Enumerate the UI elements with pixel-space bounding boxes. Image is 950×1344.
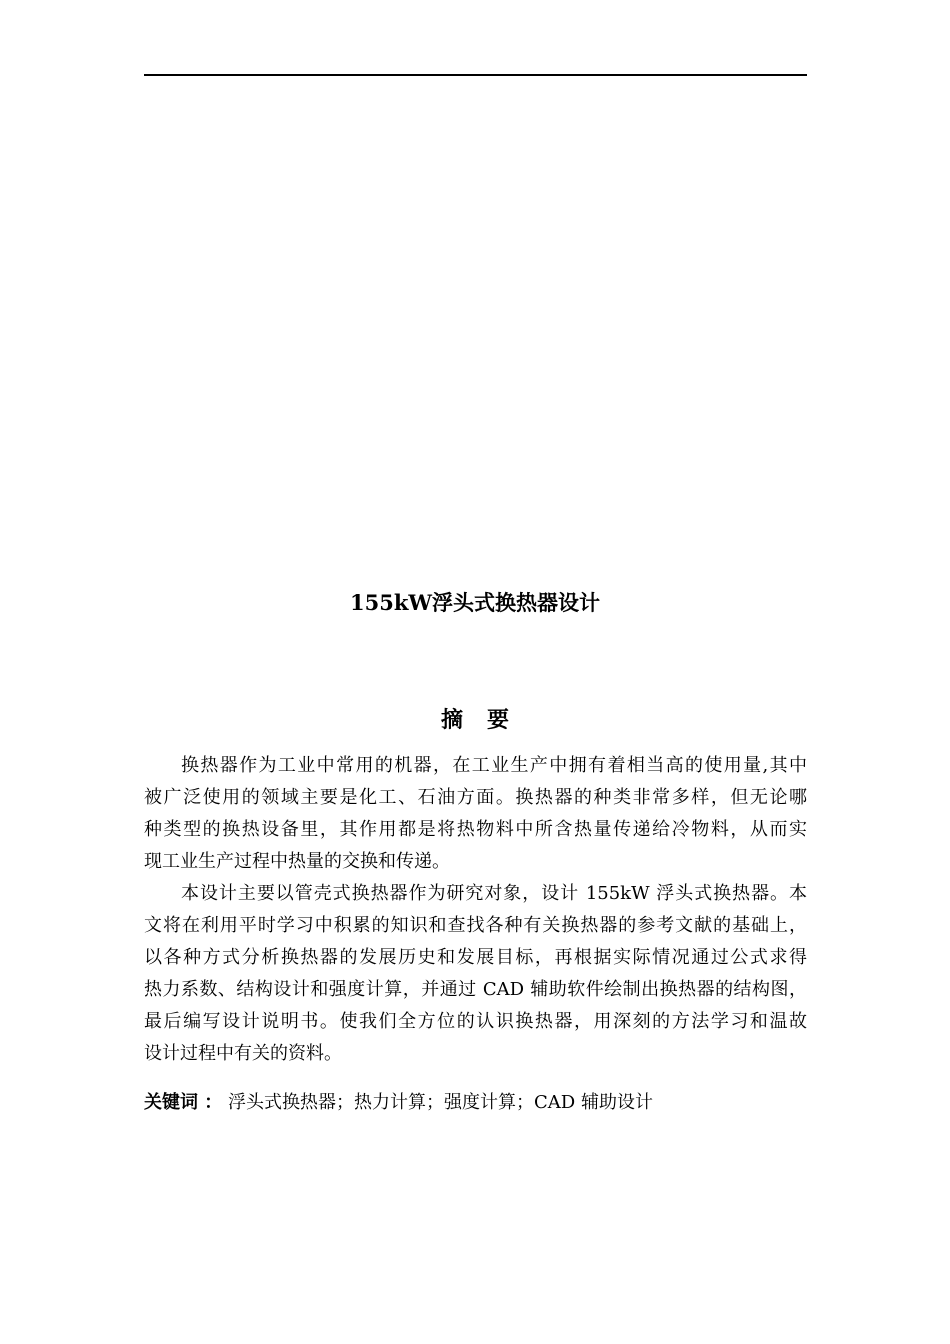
paragraph-line: 以各种方式分析换热器的发展历史和发展目标，再根据实际情况通过公式求得 (144, 947, 807, 968)
keywords-label: 关键词 ： (144, 1092, 223, 1113)
abstract-body (144, 750, 807, 1070)
keywords-line (144, 1087, 807, 1119)
document-title: 155kW浮头式换热器设计 (350, 590, 600, 615)
paragraph-line: 种类型的换热设备里，其作用都是将热物料中所含热量传递给冷物料，从而实 (144, 819, 807, 840)
paragraph-line: 本设计主要以管壳式换热器作为研究对象，设计 155kW 浮头式换热器。本 (181, 883, 807, 904)
paragraph-line: 最后编写设计说明书。使我们全方位的认识换热器，用深刻的方法学习和温故 (144, 1011, 807, 1032)
paragraph-line: 热力系数、结构设计和强度计算，并通过 CAD 辅助软件绘制出换热器的结构图， (144, 979, 807, 1000)
header-rule (144, 74, 807, 76)
abstract-paragraph-2 (144, 878, 807, 1070)
keywords-items: 浮头式换热器；热力计算；强度计算；CAD 辅助设计 (228, 1092, 653, 1113)
paragraph-line: 现工业生产过程中热量的交换和传递。 (144, 851, 450, 872)
abstract-paragraph-1 (144, 750, 807, 878)
paragraph-line: 设计过程中有关的资料。 (144, 1043, 342, 1064)
paragraph-line: 被广泛使用的领域主要是化工、石油方面。换热器的种类非常多样，但无论哪 (144, 787, 807, 808)
abstract-heading: 摘要 (440, 708, 533, 733)
paragraph-line: 文将在利用平时学习中积累的知识和查找各种有关换热器的参考文献的基础上， (144, 915, 807, 936)
paragraph-line: 换热器作为工业中常用的机器，在工业生产中拥有着相当高的使用量,其中 (181, 755, 807, 776)
